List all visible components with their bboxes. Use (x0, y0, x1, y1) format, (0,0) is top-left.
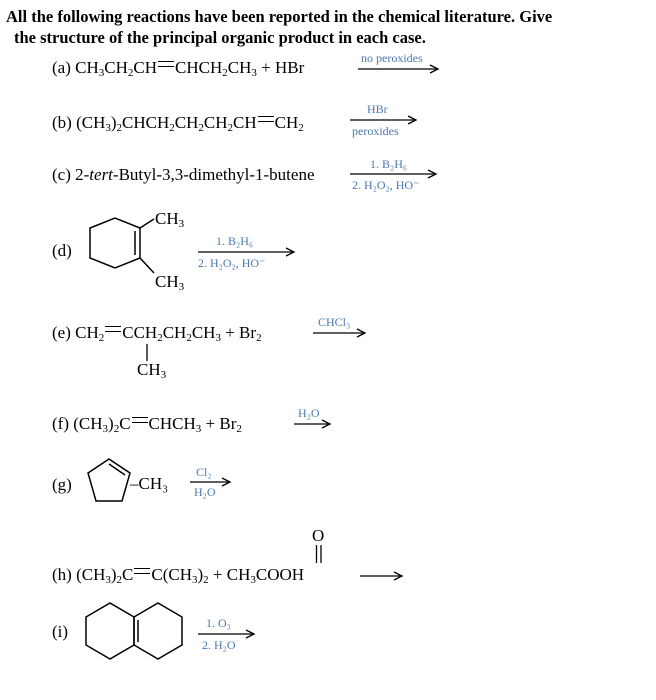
octalin-structure (80, 598, 200, 668)
carbonyl-double-bond (314, 545, 324, 567)
conditions-a-top: no peroxides (361, 51, 423, 65)
label-b: (b) (52, 113, 72, 132)
label-g: (g) (52, 475, 72, 494)
reactant-c-prefix: 2- (75, 165, 90, 184)
conditions-d-bottom: 2. H₂O₂, HO⁻ (198, 256, 266, 270)
branch-methyl-e: $CH_3$ (137, 360, 167, 381)
dimethylcyclohexene-structure (80, 215, 160, 285)
instructions-line-2: the structure of the principal organic product in each case. (14, 28, 426, 47)
label-f: (f) (52, 414, 69, 433)
reaction-arrow-e (313, 328, 369, 338)
problem-e: (e) $CH_2$ $CCH_2CH_2CH_3 + Br_2$ (52, 323, 262, 344)
reaction-arrow-f (294, 419, 334, 429)
conditions-b-bottom: peroxides (352, 124, 399, 138)
instructions-line-1: All the following reactions have been reported in the chemical literature. Give (6, 7, 553, 26)
label-d: (d) (52, 241, 72, 260)
problem-h: (h) $(CH_3)_2C$ $C(CH_3)_2$ + $CH_3COOH$ (52, 565, 305, 586)
conditions-b-top: HBr (367, 102, 388, 116)
conditions-c-top: 1. B₂H₆ (370, 157, 408, 171)
label-e: (e) (52, 323, 71, 342)
conditions-f-top: H₂O (298, 406, 320, 420)
carbonyl-oxygen: O (312, 526, 325, 545)
conditions-i-top: 1. O₃ (206, 616, 231, 630)
label-c: (c) (52, 165, 71, 184)
problem-c (52, 165, 315, 185)
reactant-c-italic: tert (89, 165, 113, 184)
label-i: (i) (52, 622, 69, 641)
reactant-c-name: -Butyl-3,3-dimethyl-1-butene (112, 165, 315, 184)
conditions-g-top: Cl₂ (196, 465, 212, 479)
reaction-arrow-h (360, 571, 406, 581)
instructions (6, 6, 652, 48)
problem-a: (a) $CH_3CH_2CH$ $CHCH_2CH_3$ + HBr (52, 58, 305, 79)
methyl-group-bottom: $CH_3$ (155, 272, 185, 293)
conditions-e-top: CHCl₃ (318, 315, 351, 329)
reaction-arrow-a (358, 64, 440, 74)
methyl-group-g: –CH₃ (130, 474, 169, 493)
conditions-c-bottom: 2. H₂O₂, HO⁻ (352, 178, 420, 192)
label-a: (a) (52, 58, 71, 77)
problem-f: (f) $(CH_3)_2C$ $CHCH_3 + Br_2$ (52, 414, 242, 435)
conditions-d-top: 1. B₂H₆ (216, 234, 254, 248)
label-h: (h) (52, 565, 72, 584)
methyl-group-top: $CH_3$ (155, 209, 185, 230)
conditions-i-bottom: 2. H₂O (202, 638, 236, 652)
conditions-g-bottom: H₂O (194, 485, 216, 499)
problem-b: (b) $(CH_3)_2CHCH_2CH_2CH_2CH$ $CH_2$ (52, 113, 304, 134)
